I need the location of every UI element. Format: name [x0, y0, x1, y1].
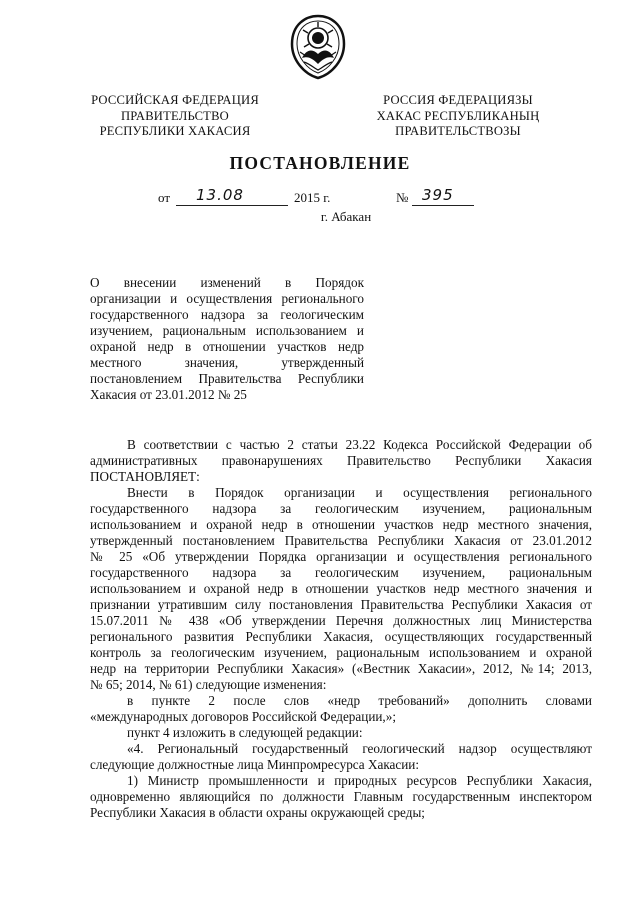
body-line: Республики Хакасия в области охраны окружающей среды; [90, 805, 425, 820]
number-underline [412, 205, 474, 206]
subject-line: О внесении изменений в Порядок [90, 275, 364, 290]
document-title: ПОСТАНОВЛЕНИЕ [229, 153, 411, 173]
header-line: ХАКАС РЕСПУБЛИКАНЫҢ [376, 108, 540, 123]
header-left-russian [70, 93, 280, 140]
body-line: ПОСТАНОВЛЯЕТ: [90, 469, 200, 484]
body-paragraph [90, 485, 592, 693]
body-line: «международных договоров Российской Федерации,»; [90, 709, 396, 724]
subject-line: охраной недр в отношении участков недр [90, 339, 364, 354]
body-paragraph [90, 773, 592, 821]
coat-of-arms-emblem [288, 14, 348, 80]
body-line: № 65; 2014, № 61) следующие изменения: [90, 677, 327, 692]
document-body [90, 437, 592, 821]
year-label: 2015 г. [294, 190, 331, 205]
header-line: РЕСПУБЛИКИ ХАКАСИЯ [99, 124, 251, 138]
body-line: государственного надзора за геологическим изучением, рациональным [90, 565, 592, 580]
subject-line: организации и осуществления регионального [90, 291, 364, 306]
handwritten-date: 13.08 [196, 186, 244, 204]
body-line: пункт 4 изложить в следующей редакции: [127, 725, 363, 740]
body-line: недр на территории Республики Хакасия» («Вестник Хакасии», 2012, №14; 2013, [90, 661, 592, 676]
body-line: государственного надзора за геологическим изучением, рациональным [90, 501, 592, 516]
header-line: РОССИЙСКАЯ ФЕДЕРАЦИЯ [91, 93, 259, 107]
body-line: 15.07.2011 № 438 «Об утверждении Перечня должностных лиц Министерства [90, 613, 592, 628]
header-line: ПРАВИТЕЛЬСТВО [121, 108, 229, 123]
body-line: утвержденный постановлением Правительства Республики Хакасия от 23.01.2012 [90, 533, 592, 548]
handwritten-number: 395 [422, 186, 454, 204]
body-line: контроль за геологическим изучением, рациональным использованием и охраной [90, 645, 592, 660]
body-line: использованием и охраной недр в отношении участков недр местного значения, [90, 517, 592, 532]
body-line: административных правонарушениях Правительство Республики Хакасия [90, 453, 592, 468]
body-line: регионального развития Республики Хакасия, осуществляющих государственный [90, 629, 592, 644]
body-line: Внести в Порядок организации и осуществления регионального [127, 485, 592, 500]
header-line: ПРАВИТЕЛЬСТВОЗЫ [395, 124, 521, 138]
body-line: в пункте 2 после слов «недр требований» дополнить словами [127, 693, 592, 708]
date-underline [176, 205, 288, 206]
body-paragraph [90, 693, 592, 725]
body-line: следующие должностные лица Минпромресурса Хакасии: [90, 757, 420, 772]
date-prefix: от [158, 190, 171, 205]
body-line: № 25 «Об утверждении Порядка организации и осуществления регионального [90, 549, 592, 564]
body-paragraph [90, 725, 592, 741]
body-line: «4. Региональный государственный геологический надзор осуществляют [127, 741, 592, 756]
subject-line: изучением, рациональным использованием и [90, 323, 364, 338]
subject-line: местного значения, утвержденный [90, 355, 364, 370]
subject-line: постановлением Правительства Республики [90, 371, 364, 386]
subject-block [90, 275, 364, 403]
subject-line: государственного надзора за геологическим [90, 307, 364, 322]
body-paragraph [90, 741, 592, 773]
subject-line: Хакасия от 23.01.2012 № 25 [90, 387, 247, 402]
body-line: признании утратившим силу постановления Правительства Республики Хакасия от [90, 597, 592, 612]
body-paragraph [90, 437, 592, 485]
body-line: использованием и охраной недр в отношении участков недр местного значения и [90, 581, 592, 596]
body-line: 1) Министр промышленности и природных ресурсов Республики Хакасия, [127, 773, 592, 788]
header-line: РОССИЯ ФЕДЕРАЦИЯЗЫ [383, 93, 533, 107]
date-number-line [158, 186, 488, 208]
header-right-khakas [348, 93, 568, 140]
body-line: одновременно являющийся по должности Главным государственным инспектором [90, 789, 592, 804]
number-sign: № [396, 190, 409, 205]
body-line: В соответствии с частью 2 статьи 23.22 Кодекса Российской Федерации об [127, 437, 592, 452]
city-label: г. Абакан [320, 209, 372, 224]
